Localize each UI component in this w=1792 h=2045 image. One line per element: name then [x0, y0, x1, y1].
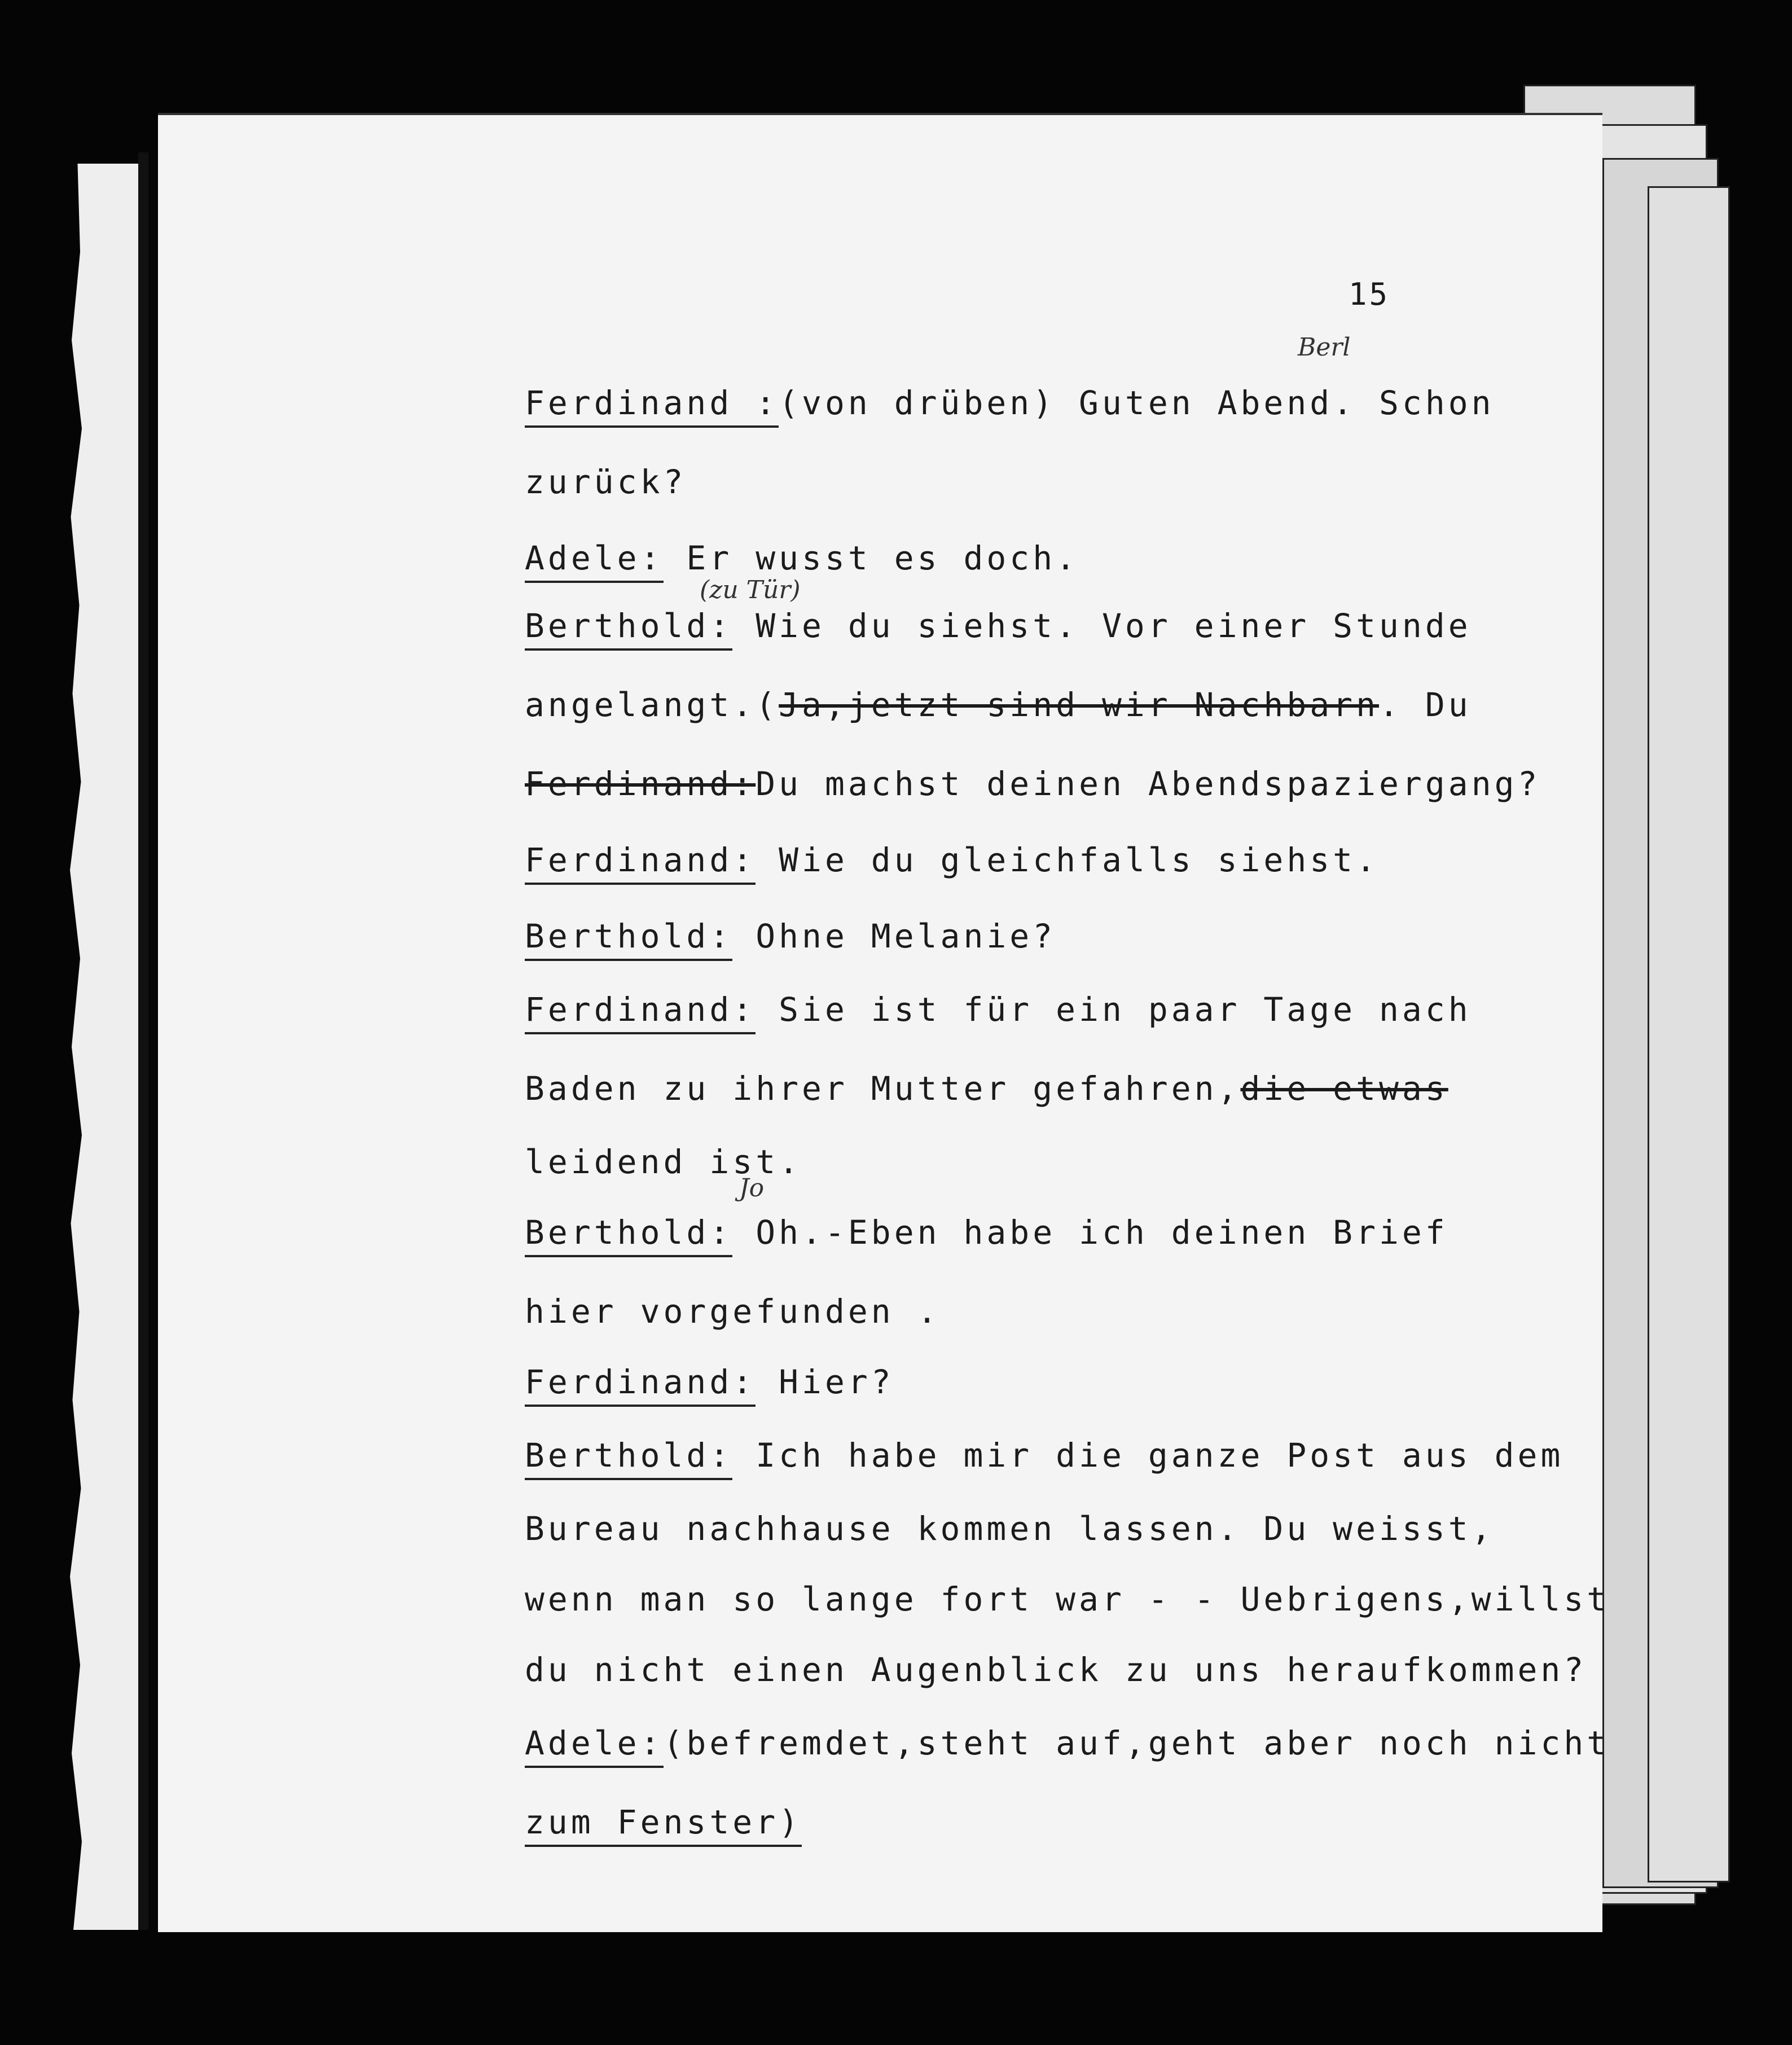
line-text: hier vorgefunden . [525, 1292, 941, 1331]
speaker-name: Ferdinand: [525, 1363, 756, 1407]
line-text: Du machst deinen Abendspaziergang? [756, 765, 1541, 803]
line-text: Hier? [756, 1363, 894, 1401]
line-text-after: . Du [1379, 686, 1472, 724]
page-number: 15 [1349, 277, 1390, 312]
handwritten-note: Berl [1298, 333, 1351, 362]
line-text: Wie du gleichfalls siehst. [756, 841, 1380, 879]
script-line [525, 1363, 894, 1407]
binding-shadow [138, 152, 148, 1930]
script-line [525, 1069, 1448, 1108]
line-text: Er wusst es doch. [663, 539, 1079, 577]
line-text: Baden zu ihrer Mutter gefahren, [525, 1069, 1241, 1108]
line-text: leidend ist. [525, 1143, 802, 1181]
line-text: Wie du siehst. Vor einer Stunde [732, 607, 1472, 645]
struck-text: Ja,jetzt sind wir Nachbarn [779, 686, 1380, 724]
struck-text: Ferdinand: [525, 765, 756, 803]
line-text: angelangt.( [525, 686, 779, 724]
speaker-name: Berthold: [525, 1213, 732, 1257]
speaker-name: Ferdinand : [525, 384, 779, 428]
script-line [525, 1724, 1610, 1768]
script-line [525, 539, 1079, 583]
script-line [525, 841, 1379, 885]
speaker-name: Berthold: [525, 917, 732, 961]
line-text: zurück? [525, 463, 687, 501]
handwritten-note: Jo [739, 1174, 765, 1203]
script-line [525, 765, 1540, 803]
speaker-name: Berthold: [525, 607, 732, 651]
script-line [525, 990, 1472, 1034]
struck-text: die etwas [1240, 1069, 1448, 1108]
script-line [525, 686, 1472, 724]
line-text: (von drüben) Guten Abend. Schon [779, 384, 1495, 422]
script-line [525, 607, 1472, 651]
line-text: Ich habe mir die ganze Post aus dem [732, 1436, 1564, 1474]
handwritten-note: (zu Tür) [700, 576, 801, 604]
line-text: Sie ist für ein paar Tage nach [756, 990, 1472, 1029]
line-text: du nicht einen Augenblick zu uns heraufkommen? [525, 1651, 1587, 1689]
script-line [525, 463, 686, 501]
script-line [525, 1436, 1563, 1480]
script-line [525, 384, 1495, 428]
line-text: Oh.-Eben habe ich deinen Brief [732, 1213, 1448, 1252]
speaker-name: Adele: [525, 539, 664, 583]
speaker-name: Berthold: [525, 1436, 732, 1480]
back-sheet [1648, 186, 1730, 1882]
speaker-name: Adele: [525, 1724, 664, 1768]
line-text: (befremdet,steht auf,geht aber noch nicht [663, 1724, 1610, 1762]
line-text: Bureau nachhause kommen lassen. Du weisst, [525, 1509, 1495, 1548]
script-line [525, 1509, 1495, 1548]
line-text: Ohne Melanie? [732, 917, 1056, 955]
script-line [525, 1292, 941, 1331]
script-line [525, 1213, 1448, 1257]
speaker-name: Ferdinand: [525, 990, 756, 1034]
script-line [525, 1803, 802, 1847]
line-text: wenn man so lange fort war - - Uebrigens,willst [525, 1580, 1610, 1618]
script-line [525, 1651, 1587, 1689]
script-line [525, 1580, 1610, 1618]
script-line [525, 917, 1056, 961]
line-text: zum Fenster) [525, 1803, 802, 1847]
speaker-name: Ferdinand: [525, 841, 756, 885]
